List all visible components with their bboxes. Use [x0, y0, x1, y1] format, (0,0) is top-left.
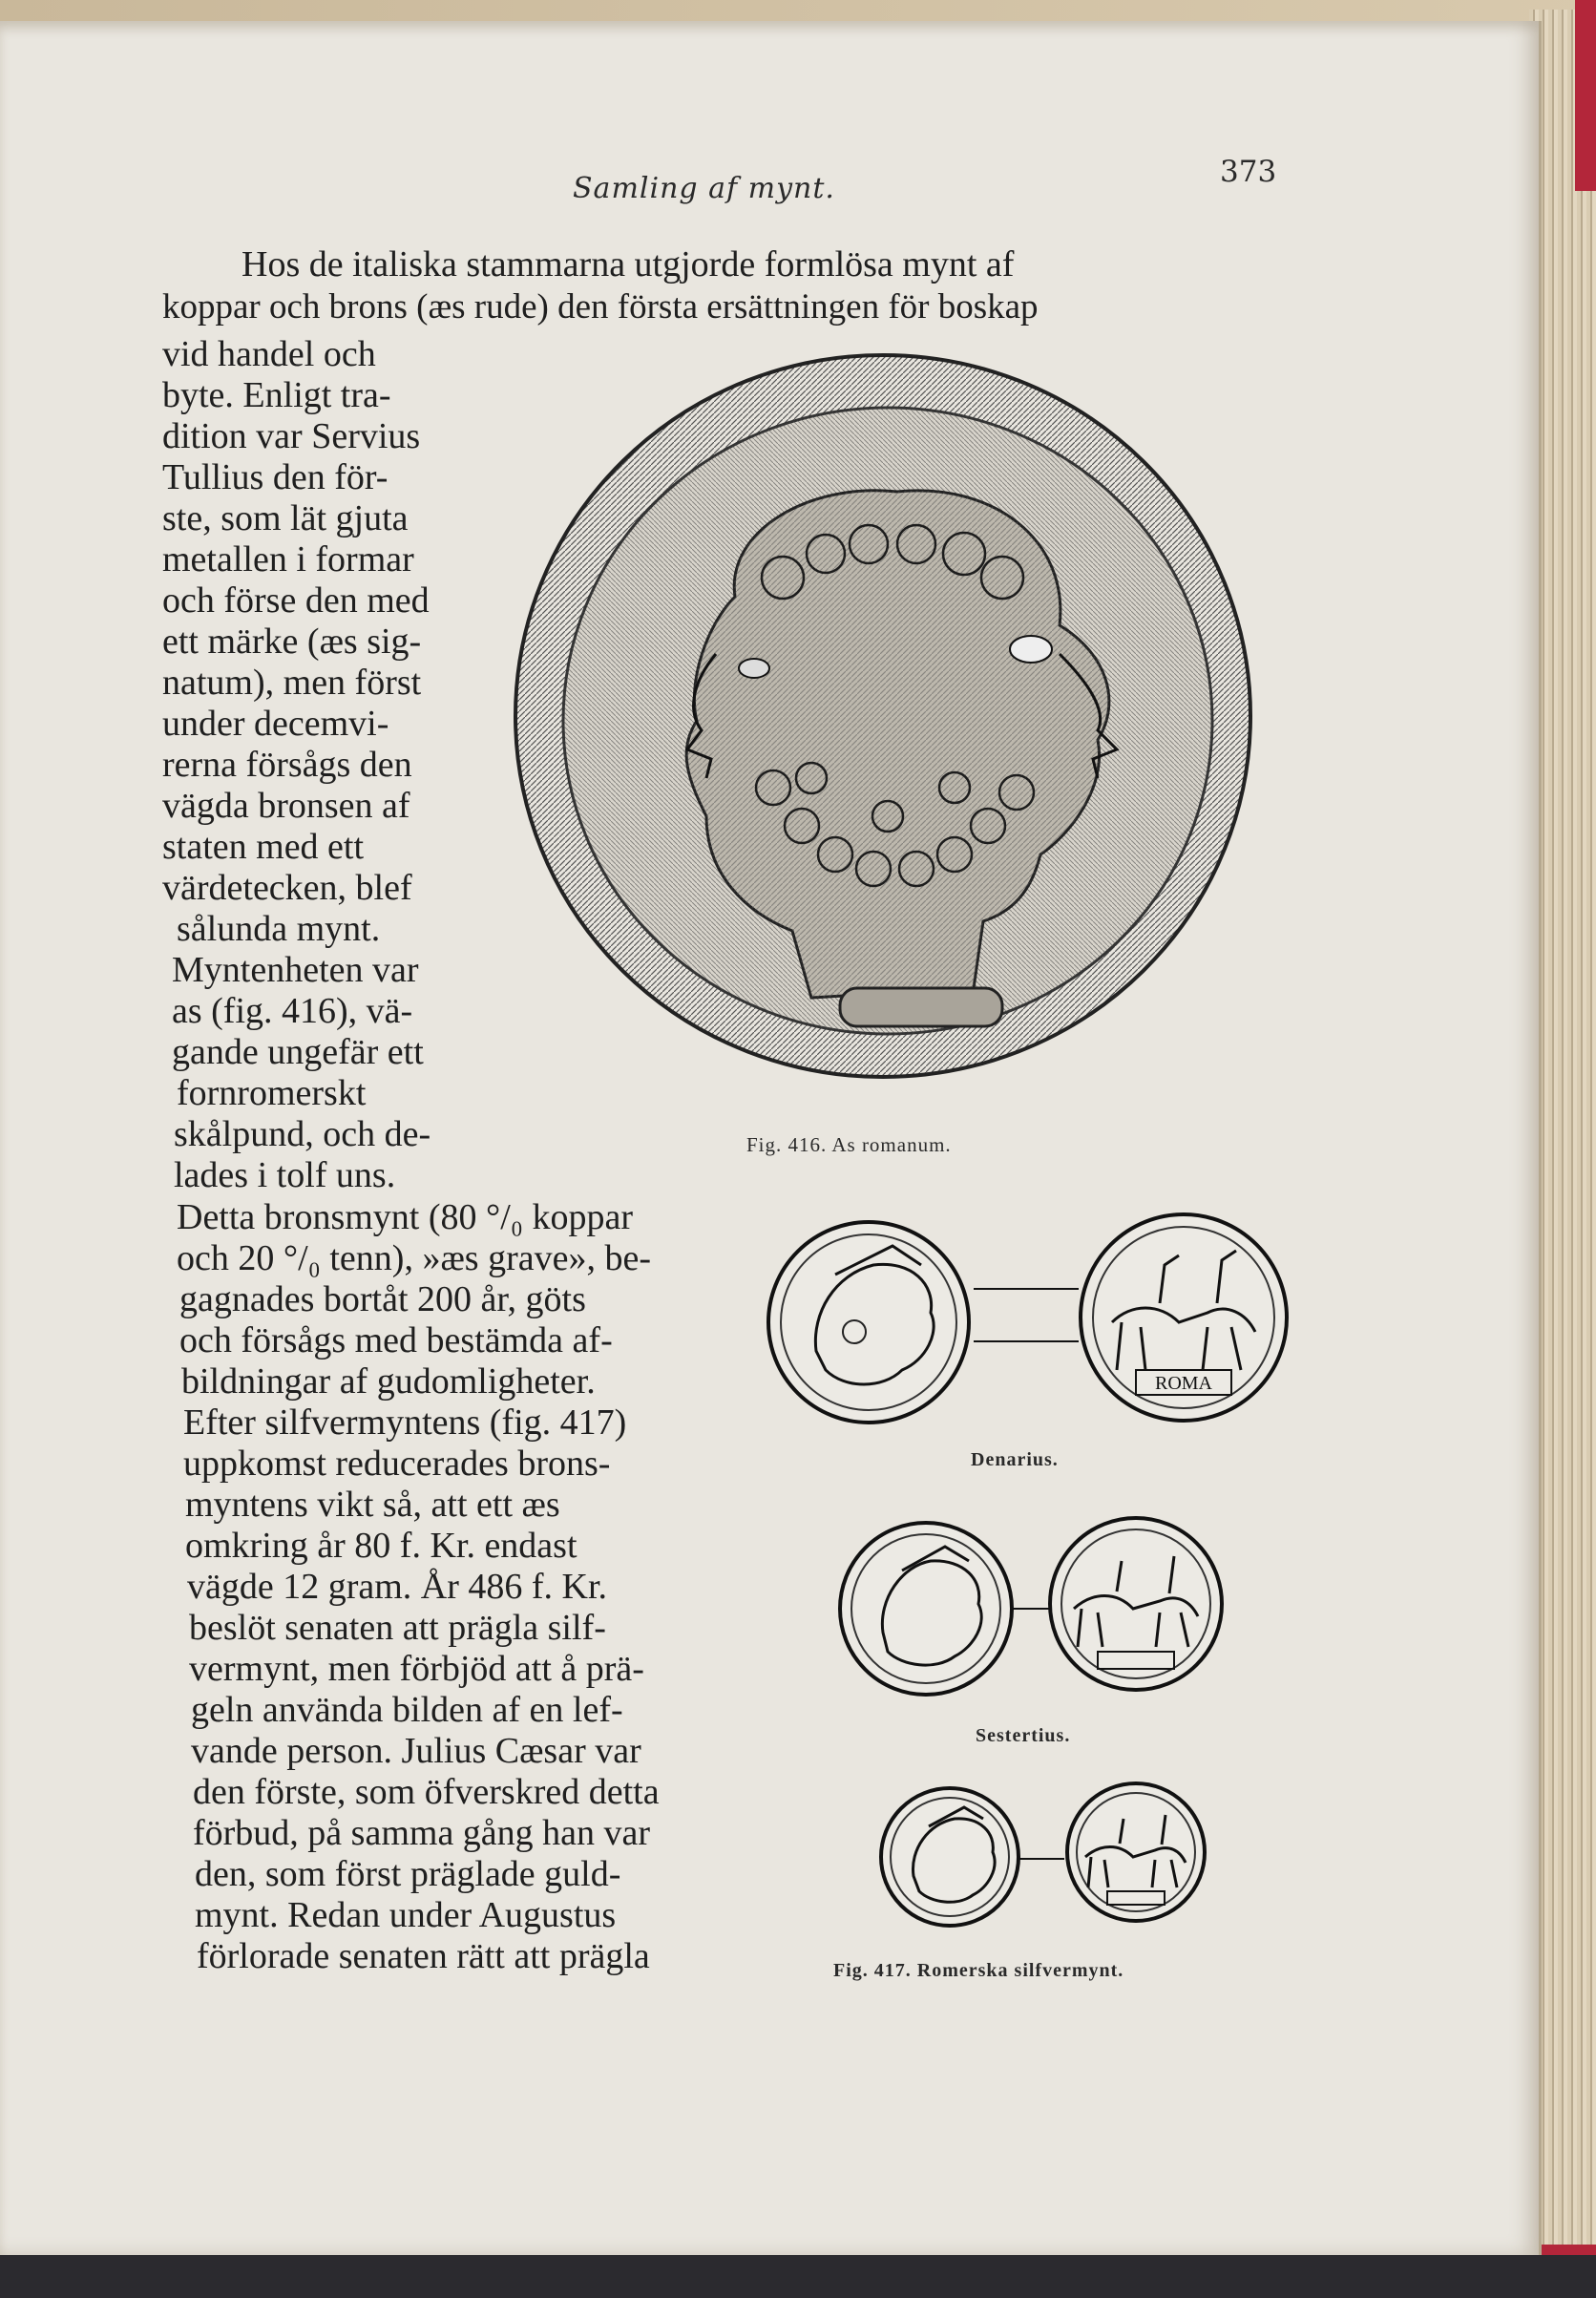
text-line: ett märke (æs sig- — [162, 622, 422, 662]
text-line: och förse den med — [162, 580, 430, 621]
text-line: metallen i formar — [162, 539, 414, 580]
as-romanum-coin-illustration — [496, 339, 1260, 1103]
text-line: under decemvi- — [162, 704, 389, 744]
text-line: fornromerskt — [177, 1073, 367, 1113]
text-line: skålpund, och de- — [174, 1114, 431, 1154]
sestertius-label: Sestertius. — [976, 1725, 1071, 1746]
text-line: den, som först präglade guld- — [195, 1854, 621, 1894]
fig416-caption: Fig. 416. As romanum. — [746, 1133, 952, 1156]
roma-inscription: ROMA — [1154, 1373, 1213, 1394]
text-line: vermynt, men förbjöd att å prä- — [189, 1649, 644, 1689]
text-line: vägde 12 gram. År 486 f. Kr. — [187, 1567, 608, 1607]
denarius-coin-illustration — [759, 1208, 1293, 1437]
text-line: gande ungefär ett — [172, 1032, 424, 1072]
text-line: Detta bronsmynt (80 °/₀ koppar — [177, 1197, 634, 1237]
running-head: Samling af mynt. — [573, 172, 835, 205]
text-line: as (fig. 416), vä- — [172, 991, 413, 1031]
text-line: Efter silfvermyntens (fig. 417) — [183, 1402, 627, 1443]
text-line: dition var Servius — [162, 416, 421, 456]
text-line: bildningar af gudomligheter. — [181, 1361, 596, 1402]
fig417-caption: Fig. 417. Romerska silfvermynt. — [833, 1960, 1124, 1981]
text-line: omkring år 80 f. Kr. endast — [185, 1526, 578, 1566]
text-line: rerna försågs den — [162, 745, 412, 785]
text-line: Hos de italiska stammarna utgjorde formlösa mynt af — [242, 244, 1015, 285]
text-line: beslöt senaten att prägla silf- — [189, 1608, 606, 1648]
text-line: byte. Enligt tra- — [162, 375, 391, 415]
text-line: den förste, som öfverskred detta — [193, 1772, 660, 1812]
sestertius-coin-illustration — [835, 1513, 1236, 1704]
text-line: koppar och brons (æs rude) den första ersättningen för boskap — [162, 287, 1039, 327]
text-line: lades i tolf uns. — [174, 1155, 396, 1195]
denarius-label: Denarius. — [971, 1449, 1059, 1470]
text-line: sålunda mynt. — [177, 909, 381, 949]
text-line: geln använda bilden af en lef- — [191, 1690, 623, 1730]
text-line: Myntenheten var — [172, 950, 419, 990]
text-line: myntens vikt så, att ett æs — [185, 1485, 560, 1525]
text-line: förlorade senaten rätt att prägla — [197, 1936, 650, 1976]
text-line: vande person. Julius Cæsar var — [191, 1731, 641, 1771]
table-surface — [0, 2255, 1596, 2298]
text-line: ste, som lät gjuta — [162, 498, 409, 538]
text-line: och försågs med bestämda af- — [179, 1320, 613, 1360]
text-line: uppkomst reducerades brons- — [183, 1444, 611, 1484]
text-line: och 20 °/₀ tenn), »æs grave», be- — [177, 1238, 651, 1278]
text-line: värdetecken, blef — [162, 868, 412, 908]
quinarius-coin-illustration — [873, 1781, 1217, 1933]
text-line: förbud, på samma gång han var — [193, 1813, 651, 1853]
text-line: natum), men först — [162, 663, 422, 703]
text-line: gagnades bortåt 200 år, göts — [179, 1279, 586, 1319]
text-line: vägda bronsen af — [162, 786, 410, 826]
page-number: 373 — [1220, 155, 1277, 189]
book-cover-edge-top — [1575, 0, 1596, 191]
text-line: mynt. Redan under Augustus — [195, 1895, 617, 1935]
text-line: vid handel och — [162, 334, 376, 374]
text-line: staten med ett — [162, 827, 365, 867]
text-line: Tullius den för- — [162, 457, 388, 497]
